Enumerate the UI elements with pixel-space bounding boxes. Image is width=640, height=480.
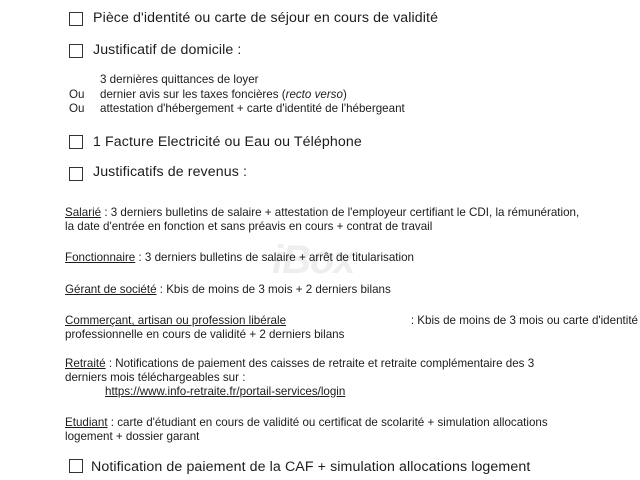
domicile-checkbox[interactable] xyxy=(69,44,83,58)
salarie-line-2: la date d'entrée en fonction et sans préavis en cours + contrat de travail xyxy=(65,220,433,233)
retraite-line-2: derniers mois téléchargeables sur : xyxy=(65,371,246,384)
id-doc-label: Pièce d'identité ou carte de séjour en cours de validité xyxy=(93,10,439,26)
caf-label: Notification de paiement de la CAF + simulation allocations logement xyxy=(91,459,531,475)
domicile-option-1: 3 dernières quittances de loyer xyxy=(100,73,259,86)
domicile-option-3: attestation d'hébergement + carte d'identité de l'hébergeant xyxy=(100,102,405,115)
facture-label: 1 Facture Electricité ou Eau ou Téléphone xyxy=(93,134,362,150)
revenus-checkbox[interactable] xyxy=(69,167,83,181)
gerant-line: Gérant de société : Kbis de moins de 3 mois + 2 derniers bilans xyxy=(65,283,391,296)
revenus-label: Justificatifs de revenus : xyxy=(93,164,248,180)
id-doc-checkbox[interactable] xyxy=(69,12,83,26)
or-label-1: Ou xyxy=(69,88,85,101)
domicile-label: Justificatif de domicile : xyxy=(93,42,242,58)
commercant-line-2: professionnelle en cours de validité + 2 derniers bilans xyxy=(65,328,345,341)
fonctionnaire-line: Fonctionnaire : 3 derniers bulletins de salaire + arrêt de titularisation xyxy=(65,251,414,264)
retraite-link[interactable]: https://www.info-retraite.fr/portail-services/login xyxy=(105,385,346,398)
caf-checkbox[interactable] xyxy=(69,459,83,473)
facture-checkbox[interactable] xyxy=(69,135,83,149)
watermark-logo: iBox xyxy=(272,238,355,282)
etudiant-line-1: Etudiant : carte d'étudiant en cours de validité ou certificat de scolarité + simulation allocations xyxy=(65,416,548,429)
domicile-option-2: dernier avis sur les taxes foncières (recto verso) xyxy=(100,88,347,101)
commercant-line-1: Commerçant, artisan ou profession libérale : Kbis de moins de 3 mois ou carte d'identité xyxy=(65,314,638,327)
or-label-2: Ou xyxy=(69,102,85,115)
etudiant-line-2: logement + dossier garant xyxy=(65,430,200,443)
retraite-line-1: Retraité : Notifications de paiement des caisses de retraite et retraite complémentaire des 3 xyxy=(65,357,535,370)
salarie-line-1: Salarié : 3 derniers bulletins de salaire + attestation de l'employeur certifiant le CDI, la rémunération, xyxy=(65,206,580,219)
